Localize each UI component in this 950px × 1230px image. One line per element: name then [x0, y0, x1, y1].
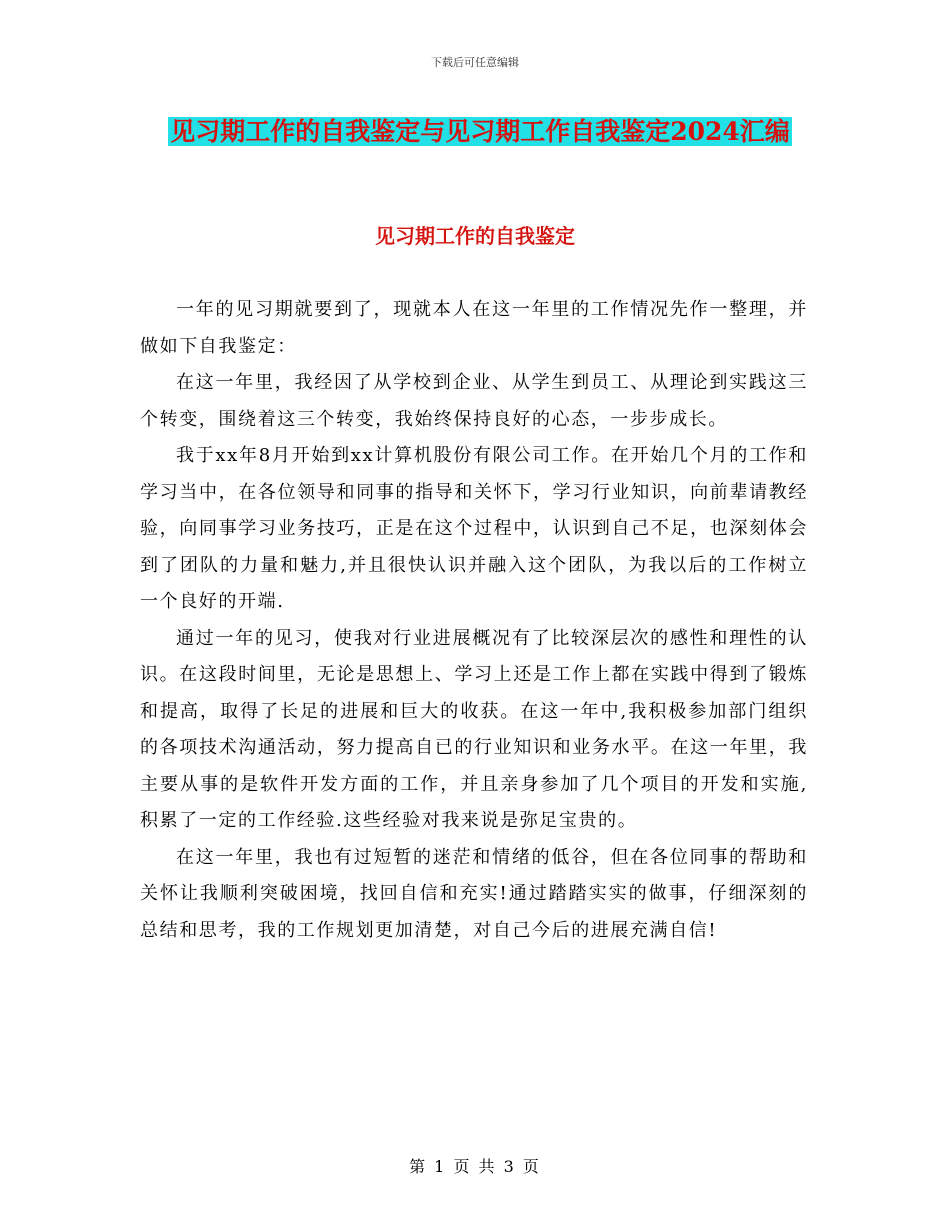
section-title: 见习期工作的自我鉴定 — [375, 224, 575, 248]
paragraph: 一年的见习期就要到了，现就本人在这一年里的工作情况先作一整理，并做如下自我鉴定： — [140, 299, 808, 357]
paragraph: 我于xx年8月开始到xx计算机股份有限公司工作。在开始几个月的工作和学习当中，在各位领导和同事的指导和关怀下，学习行业知识，向前辈请教经验，向同事学习业务技巧，正是在这个过程中，认识到自己不足，也深刻体会到了团队的力量和魅力,并且很快认识并融入这个团队，为我以后的工作树立一个良好的开端. — [140, 445, 808, 612]
page-number-footer: 第 1 页 共 3 页 — [409, 1157, 541, 1176]
document-body — [140, 292, 808, 949]
document-title-text: 见习期工作的自我鉴定与见习期工作自我鉴定2024汇编 — [170, 117, 790, 146]
paragraph: 通过一年的见习，使我对行业进展概况有了比较深层次的感性和理性的认识。在这段时间里，无论是思想上、学习上还是工作上都在实践中得到了锻炼和提高，取得了长足的进展和巨大的收获。在这一年中,我积极参加部门组织的各项技术沟通活动，努力提高自已的行业知识和业务水平。在这一年里，我主要从事的是软件开发方面的工作，并且亲身参加了几个项目的开发和实施,积累了一定的工作经验.这些经验对我来说是弥足宝贵的。 — [140, 627, 808, 831]
paragraph: 在这一年里，我经因了从学校到企业、从学生到员工、从理论到实践这三个转变，围绕着这三个转变，我始终保持良好的心态，一步步成长。 — [140, 372, 808, 430]
document-title — [140, 112, 820, 152]
header-note: 下载后可任意编辑 — [431, 56, 519, 69]
paragraph: 在这一年里，我也有过短暂的迷茫和情绪的低谷，但在各位同事的帮助和关怀让我顺利突破困境，找回自信和充实!通过踏踏实实的做事，仔细深刻的总结和思考，我的工作规划更加清楚，对自己今后的进展充满自信! — [140, 846, 808, 941]
